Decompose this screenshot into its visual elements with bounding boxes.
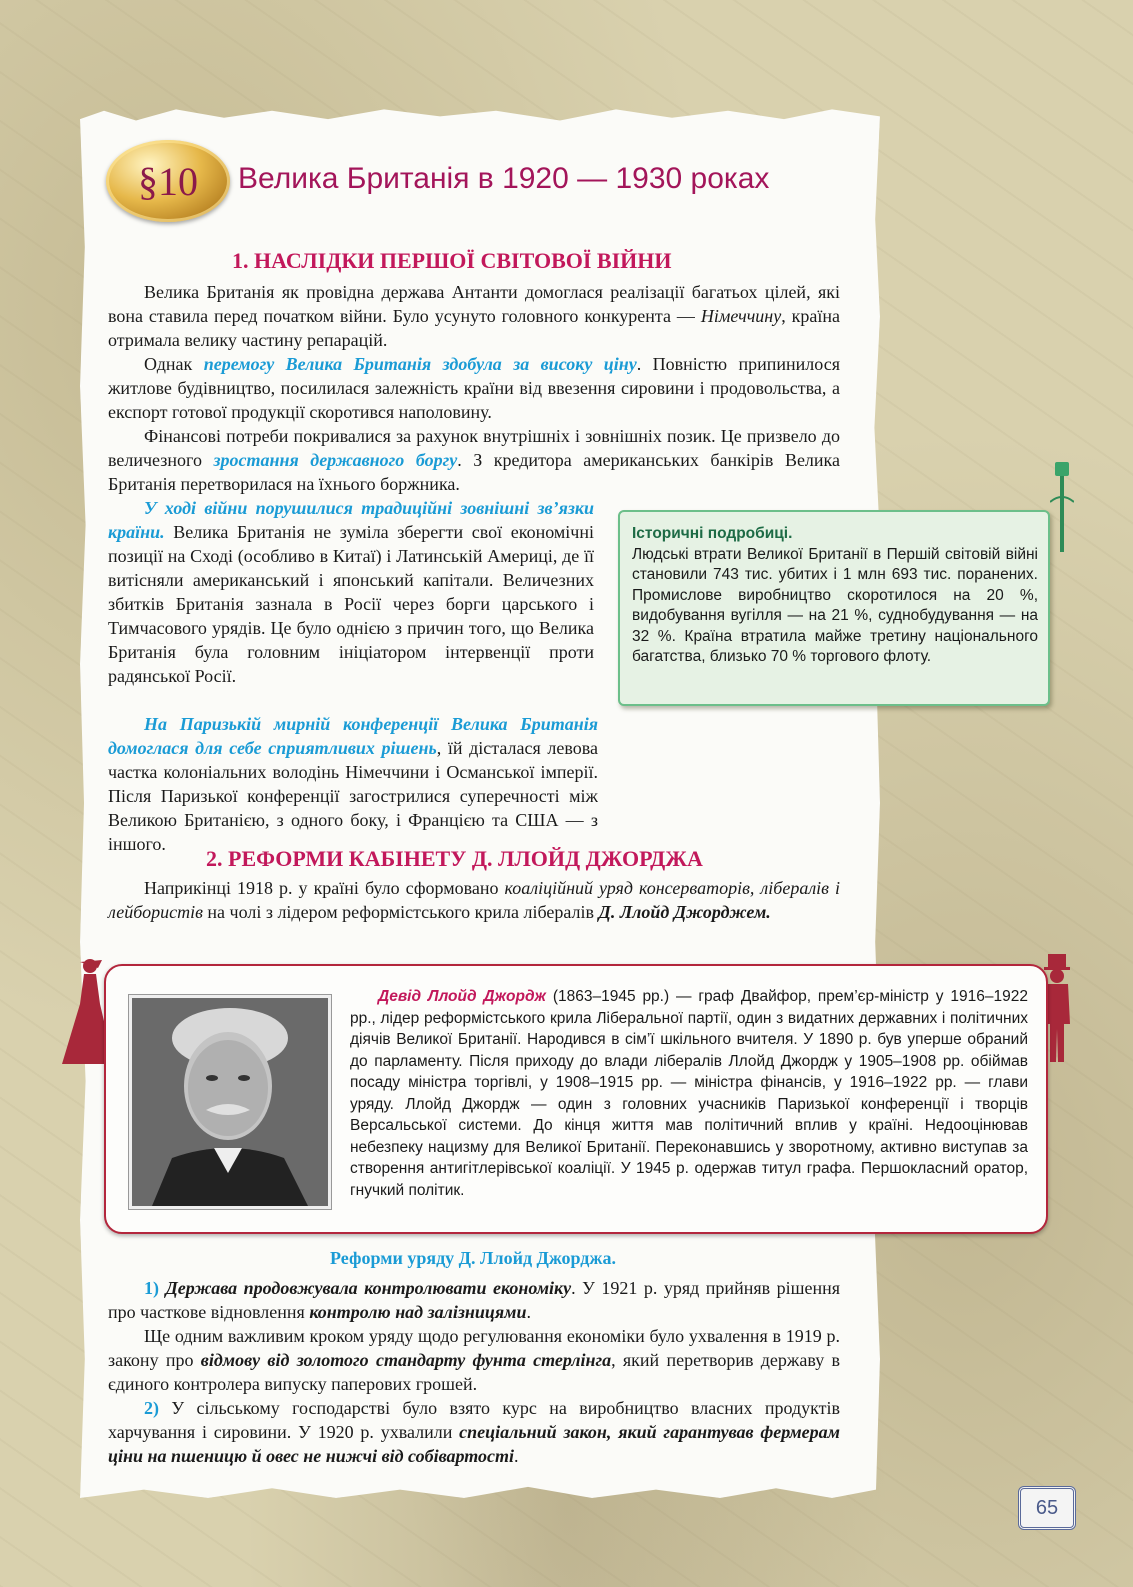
paragraph: У ході війни порушилися традиційні зовнішні зв’язки країни. Велика Британія не зуміла зберегти свої економічні позиції на Сході (особливо в Китаї) і Латинській Америці, де її витісняли американський і японський капітали. Величезних збитків Британія зазнала в Росії через борги царського і Тимчасового урядів. Це було однією з причин того, що Велика Британія була головним ініціатором інтервенції проти радянської Росії. [108,498,594,686]
page-number: 65 [1018,1486,1076,1530]
sidebar-title: Історичні подробиці. [632,525,793,542]
bio-person-name: Девід Ллойд Джордж [378,988,546,1005]
section-1-text [108,280,840,496]
chapter-number-medal [106,140,230,222]
paragraph: Фінансові потреби покривалися за рахунок внутрішніх і зовнішніх позик. Це призвело до величезного зростання державного боргу. З кредитора американських банкірів Велика Британія перетворилася на їхнього боржника. [108,426,841,494]
section-2-text [108,876,840,924]
reforms-heading: Реформи уряду Д. Ллойд Джорджа. [330,1248,616,1268]
historical-details-box [618,510,1050,706]
paragraph: Велика Британія як провідна держава Антанти домоглася реалізації багатьох цілей, які вона ставила перед початком війни. Було усунуто головного конкурента — Німеччину, країна отримала велику частину репарацій. [108,282,841,350]
portrait-image [132,998,328,1206]
paragraph: 2) У сільському господарстві було взято курс на виробництво власних продуктів харчування і сировини. У 1920 р. ухвалили спеціальний закон, який гарантував фермерам ціни на пшеницю й овес не нижчі від собівартості. [108,1398,840,1466]
reforms-text [108,1276,840,1468]
street-lamp-icon [1050,462,1074,552]
sidebar-body: Людські втрати Великої Британії в Першій світовій війні становили 743 тис. убитих і 1 млн 693 тис. поранених. Промислове виробництво скоротилося на 20 %, видобування вугілля — на 21 %, суднобудування — на 32 %. Країна втратила майже третину національного багатства, близько 70 % торгового флоту. [632,545,1038,665]
paragraph: Наприкінці 1918 р. у країні було сформовано коаліційний уряд консерваторів, лібералів і лейбористів на чолі з лідером реформістського крила лібералів Д. Ллойд Джорджем. [108,878,841,922]
chapter-title: Велика Британія в 1920 — 1930 роках [238,162,770,195]
portrait-photo [128,994,332,1210]
section-1-text-lower [108,712,840,856]
chapter-number: §10 [138,158,198,204]
section-1-heading: 1. НАСЛІДКИ ПЕРШОЇ СВІТОВОЇ ВІЙНИ [232,248,672,273]
biography-text: Девід Ллойд Джордж (1863–1945 рр.) — граф Двайфор, прем’єр-міністр у 1916–1922 рр., лідер реформістського крила Ліберальної партії, один з видатних державних і політичних діячів Великої Британії. Народився в сім’ї шкільного вчителя. У 1890 р. був уперше обраний до парламенту. Після приходу до влади лібералів Ллойд Джордж у 1905–1908 рр. обіймав посаду міністра торгівлі, у 1908–1915 рр. — міністра фінансів, у 1916–1922 рр. — глави уряду. Ллойд Джордж — один з головних учасників Паризької конференції і творців Версальської системи. До кінця життя мав політичний вплив у країні. Недооцінював небезпеку нацизму для Великої Британії. Переконавшись у зворотному, активно виступав за створення антигітлерівської коаліції. У 1945 р. одержав титул графа. Першокласний оратор, гнучкий політик. [350,988,1028,1199]
paragraph: Ще одним важливим кроком уряду щодо регулювання економіки було ухвалення в 1919 р. закону про відмову від золотого стандарту фунта стерлінга, який перетворив державу в єдиного контролера випуску паперових грошей. [108,1326,841,1394]
paragraph: Однак перемогу Велика Британія здобула за високу ціну. Повністю припинилося житлове будівництво, посилилася залежність країни від ввезення сировини і продовольства, а експорт готової продукції скоротився наполовину. [108,354,840,422]
paragraph: На Паризькій мирній конференції Велика Британія домоглася для себе сприятливих рішень, їй дісталася левова частка колоніальних володінь Німеччини і Османської імперії. Після Паризької конференції загострилися суперечності між Великою Британією, з одного боку, і Францією та США — з іншого. [108,714,598,854]
section-2-heading: 2. РЕФОРМИ КАБІНЕТУ Д. ЛЛОЙД ДЖОРДЖА [206,846,703,871]
paragraph: 1) Держава продовжувала контролювати економіку. У 1921 р. уряд прийняв рішення про часткове відновлення контролю над залізницями. [108,1278,840,1322]
section-1-text-narrow [108,496,594,688]
